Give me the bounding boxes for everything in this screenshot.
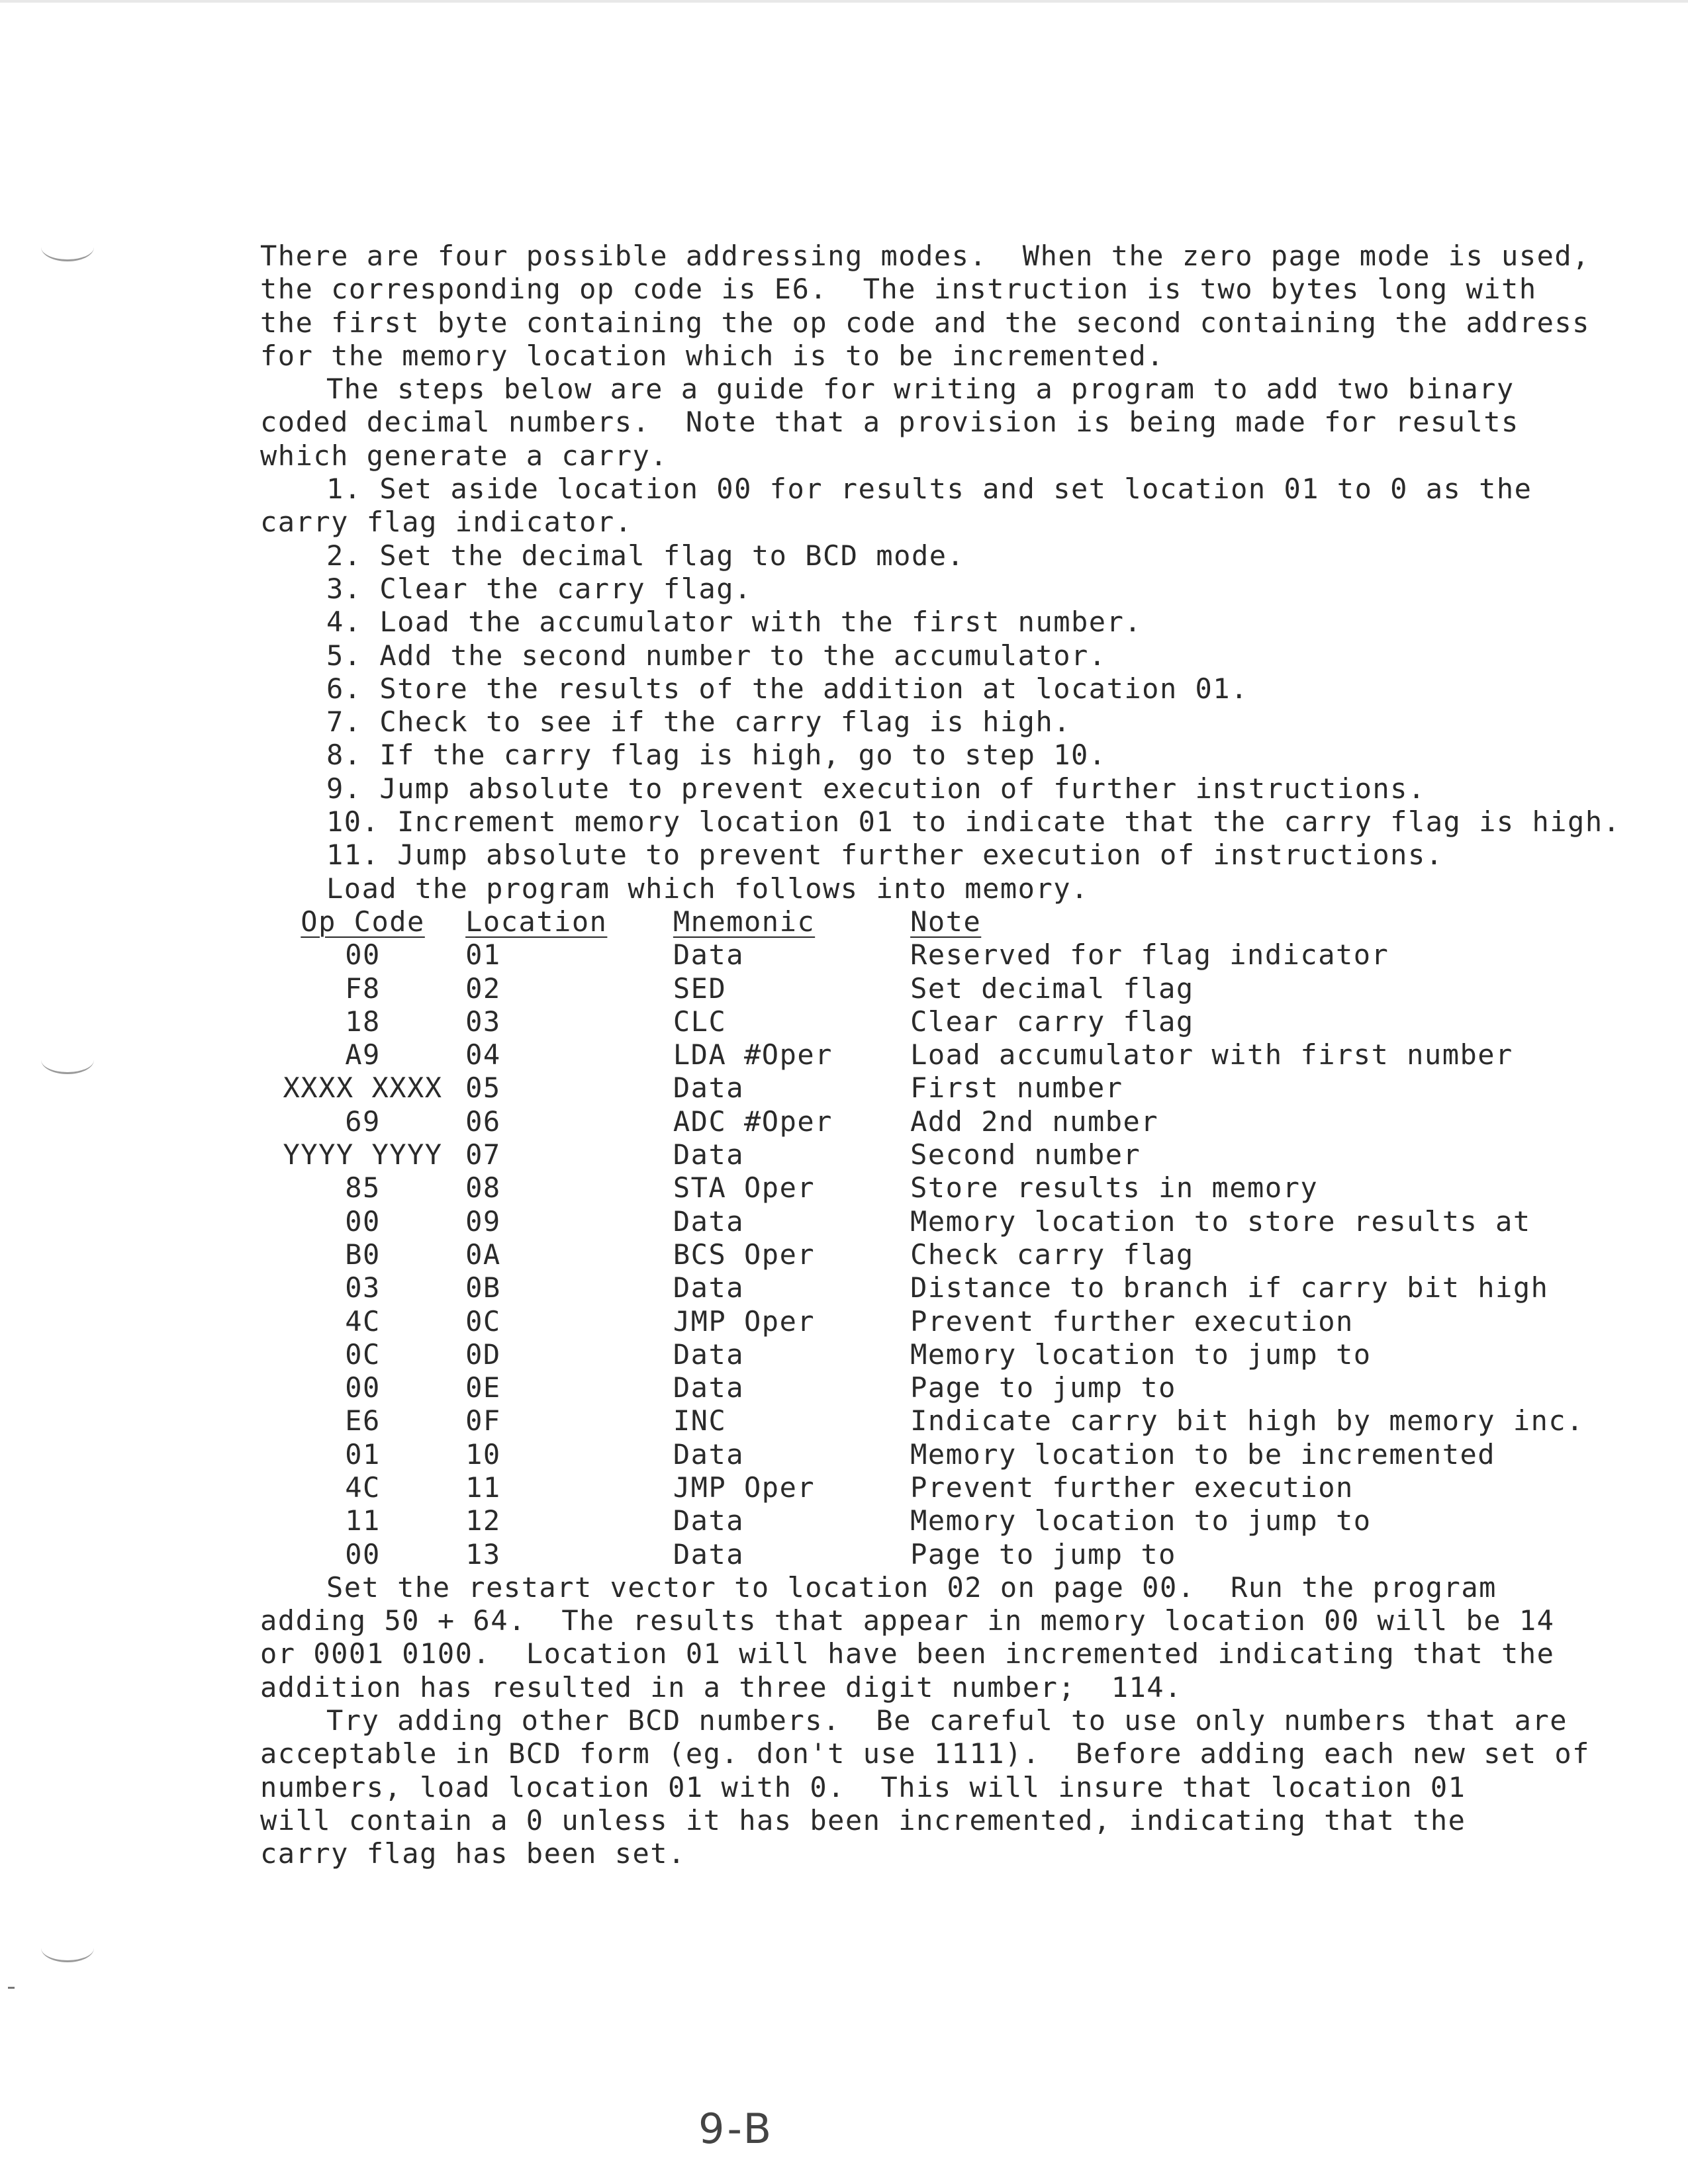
mnemonic-cell: Data: [673, 1071, 745, 1105]
text-line: Try adding other BCD numbers. Be careful to use only numbers that are: [326, 1704, 1568, 1737]
mnemonic-cell: Data: [673, 938, 745, 972]
program-table-header: [260, 905, 1584, 938]
mnemonic-cell: Data: [673, 1371, 745, 1404]
table-row: [260, 1271, 1584, 1304]
op-code-cell: E6: [345, 1404, 381, 1437]
note-cell: Memory location to jump to: [910, 1338, 1372, 1371]
table-row: [260, 1205, 1584, 1238]
outro-paragraph: [260, 1570, 1590, 1871]
mnemonic-cell: Data: [673, 1205, 745, 1238]
mnemonic-cell: Data: [673, 1437, 745, 1471]
location-cell: 03: [465, 1005, 501, 1038]
table-row: [260, 972, 1584, 1005]
op-code-cell: 00: [345, 1205, 381, 1238]
mnemonic-cell: STA Oper: [673, 1171, 816, 1205]
location-cell: 13: [465, 1537, 501, 1570]
binder-hole-mark: [41, 233, 94, 261]
mnemonic-cell: JMP Oper: [673, 1304, 816, 1338]
op-code-cell: 69: [345, 1105, 381, 1138]
mnemonic-cell: Data: [673, 1504, 745, 1537]
note-cell: Memory location to be incremented: [910, 1437, 1496, 1471]
text-line: adding 50 + 64. The results that appear in memory location 00 will be 14: [260, 1604, 1555, 1637]
note-cell: Prevent further execution: [910, 1471, 1354, 1504]
location-cell: 11: [465, 1471, 501, 1504]
location-cell: 0E: [465, 1371, 501, 1404]
op-code-cell: 00: [345, 1537, 381, 1570]
text-line: There are four possible addressing modes. When the zero page mode is used,: [260, 240, 1590, 272]
note-cell: Add 2nd number: [910, 1105, 1159, 1138]
header-location: Location: [465, 905, 608, 938]
location-cell: 06: [465, 1105, 501, 1138]
text-line: acceptable in BCD form (eg. don't use 1111). Before adding each new set of: [260, 1737, 1590, 1770]
mnemonic-cell: INC: [673, 1404, 727, 1437]
page-number: 9-B: [698, 2105, 774, 2153]
header-op-code: Op Code: [301, 905, 425, 938]
op-code-cell: 00: [345, 1371, 381, 1404]
text-line: will contain a 0 unless it has been incremented, indicating that the: [260, 1803, 1466, 1837]
mnemonic-cell: Data: [673, 1338, 745, 1371]
binder-hole-mark: [41, 1934, 94, 1962]
op-code-cell: F8: [345, 972, 381, 1005]
table-row: [260, 1305, 1584, 1338]
location-cell: 08: [465, 1171, 501, 1205]
location-cell: 10: [465, 1437, 501, 1471]
step-line: 7. Check to see if the carry flag is high.: [326, 705, 1072, 739]
step-line: 6. Store the results of the addition at location 01.: [326, 672, 1248, 705]
mnemonic-cell: BCS Oper: [673, 1238, 816, 1271]
note-cell: Second number: [910, 1138, 1141, 1171]
table-row: [260, 1504, 1584, 1537]
op-code-cell: 0C: [345, 1338, 381, 1371]
table-row: [260, 1538, 1584, 1571]
op-code-cell: A9: [345, 1038, 381, 1071]
note-cell: First number: [910, 1071, 1123, 1105]
step-line: 1. Set aside location 00 for results and set location 01 to 0 as the: [326, 473, 1532, 506]
table-row: [260, 1138, 1584, 1171]
text-line: carry flag has been set.: [260, 1837, 686, 1870]
step-line: 11. Jump absolute to prevent further execution of instructions.: [326, 839, 1444, 872]
table-row: [260, 1404, 1584, 1437]
note-cell: Store results in memory: [910, 1171, 1319, 1205]
op-code-cell: B0: [345, 1238, 381, 1271]
location-cell: 0D: [465, 1338, 501, 1371]
mnemonic-cell: Data: [673, 1271, 745, 1304]
note-cell: Memory location to store results at: [910, 1205, 1531, 1238]
table-row: [260, 1371, 1584, 1404]
text-line: numbers, load location 01 with 0. This will insure that location 01: [260, 1770, 1466, 1803]
op-code-cell: YYYY YYYY: [283, 1138, 443, 1171]
step-line: 3. Clear the carry flag.: [326, 572, 752, 605]
note-cell: Check carry flag: [910, 1238, 1194, 1271]
op-code-cell: 18: [345, 1005, 381, 1038]
table-row: [260, 938, 1584, 972]
mnemonic-cell: JMP Oper: [673, 1471, 816, 1504]
step-line: 10. Increment memory location 01 to indicate that the carry flag is high.: [326, 805, 1621, 839]
location-cell: 01: [465, 938, 501, 972]
table-row: [260, 1105, 1584, 1138]
note-cell: Page to jump to: [910, 1537, 1176, 1570]
location-cell: 12: [465, 1504, 501, 1537]
scan-tick-mark: [8, 1987, 15, 1989]
steps-list: [260, 473, 1621, 905]
op-code-cell: 85: [345, 1171, 381, 1205]
text-line: for the memory location which is to be incremented.: [260, 339, 1165, 372]
location-cell: 0F: [465, 1404, 501, 1437]
step-line: Load the program which follows into memory.: [326, 872, 1089, 905]
location-cell: 04: [465, 1038, 501, 1071]
op-code-cell: 00: [345, 938, 381, 972]
intro-paragraph: [260, 240, 1590, 373]
note-cell: Load accumulator with first number: [910, 1038, 1513, 1071]
table-row: [260, 1171, 1584, 1205]
op-code-cell: 03: [345, 1271, 381, 1304]
note-cell: Set decimal flag: [910, 972, 1194, 1005]
step-line: 9. Jump absolute to prevent execution of further instructions.: [326, 772, 1426, 805]
note-cell: Page to jump to: [910, 1371, 1176, 1404]
header-mnemonic: Mnemonic: [673, 905, 816, 938]
op-code-cell: 4C: [345, 1471, 381, 1504]
mnemonic-cell: SED: [673, 972, 727, 1005]
op-code-cell: 11: [345, 1504, 381, 1537]
location-cell: 0B: [465, 1271, 501, 1304]
step-line: 8. If the carry flag is high, go to step 10.: [326, 739, 1107, 772]
location-cell: 07: [465, 1138, 501, 1171]
text-line: Set the restart vector to location 02 on page 00. Run the program: [326, 1570, 1497, 1604]
text-line: the corresponding op code is E6. The instruction is two bytes long with: [260, 273, 1537, 306]
note-cell: Prevent further execution: [910, 1304, 1354, 1338]
op-code-cell: 4C: [345, 1304, 381, 1338]
step-line: 5. Add the second number to the accumulator.: [326, 639, 1107, 672]
op-code-cell: XXXX XXXX: [283, 1071, 443, 1105]
binder-hole-mark: [41, 1046, 94, 1074]
table-row: [260, 1005, 1584, 1038]
document-body: [260, 240, 1621, 1871]
text-line: coded decimal numbers. Note that a provision is being made for results: [260, 406, 1519, 439]
mnemonic-cell: LDA #Oper: [673, 1038, 833, 1071]
text-line: or 0001 0100. Location 01 will have been incremented indicating that the: [260, 1637, 1555, 1670]
table-row: [260, 1071, 1584, 1105]
note-cell: Clear carry flag: [910, 1005, 1194, 1038]
mnemonic-cell: Data: [673, 1537, 745, 1570]
text-line: addition has resulted in a three digit number; 114.: [260, 1670, 1182, 1704]
text-line: which generate a carry.: [260, 439, 669, 472]
location-cell: 0A: [465, 1238, 501, 1271]
guide-paragraph: [260, 373, 1584, 473]
note-cell: Indicate carry bit high by memory inc.: [910, 1404, 1584, 1437]
table-row: [260, 1038, 1584, 1071]
header-note: Note: [910, 905, 982, 938]
location-cell: 05: [465, 1071, 501, 1105]
note-cell: Memory location to jump to: [910, 1504, 1372, 1537]
step-line: 2. Set the decimal flag to BCD mode.: [326, 539, 965, 572]
note-cell: Reserved for flag indicator: [910, 938, 1389, 972]
text-line: The steps below are a guide for writing a program to add two binary: [326, 373, 1515, 406]
location-cell: 09: [465, 1205, 501, 1238]
table-row: [260, 1238, 1584, 1271]
step-line: carry flag indicator.: [260, 506, 633, 539]
mnemonic-cell: ADC #Oper: [673, 1105, 833, 1138]
location-cell: 0C: [465, 1304, 501, 1338]
scan-top-edge: [0, 0, 1688, 3]
table-row: [260, 1438, 1584, 1471]
text-line: the first byte containing the op code and the second containing the address: [260, 306, 1590, 339]
location-cell: 02: [465, 972, 501, 1005]
step-line: 4. Load the accumulator with the first number.: [326, 606, 1143, 639]
mnemonic-cell: CLC: [673, 1005, 727, 1038]
program-table: [260, 905, 1584, 1571]
note-cell: Distance to branch if carry bit high: [910, 1271, 1549, 1304]
op-code-cell: 01: [345, 1437, 381, 1471]
table-row: [260, 1471, 1584, 1504]
table-row: [260, 1338, 1584, 1371]
mnemonic-cell: Data: [673, 1138, 745, 1171]
